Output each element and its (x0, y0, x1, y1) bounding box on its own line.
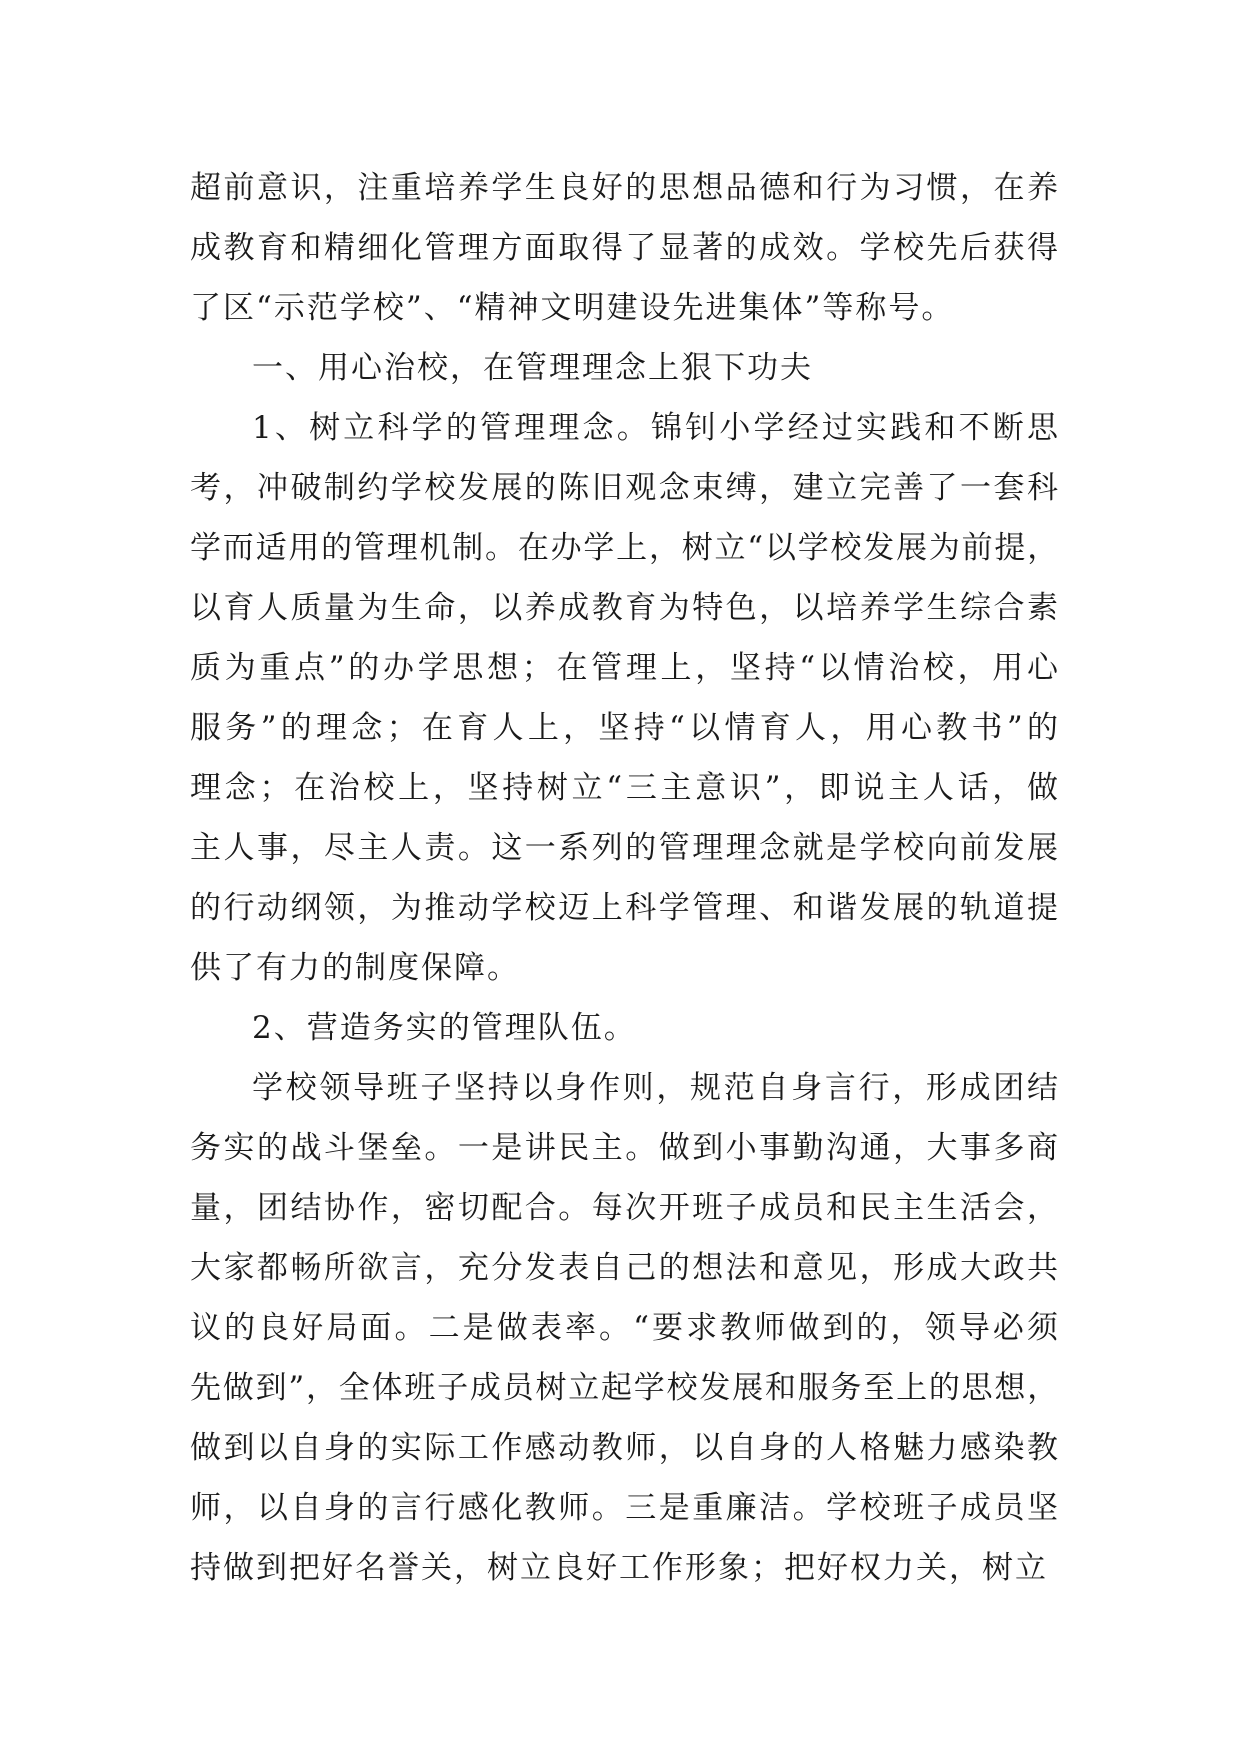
text-line: 主人事，尽主人责。这一系列的管理理念就是学校向前发展 (190, 830, 1061, 866)
body-text (190, 158, 1063, 1598)
text-line: 服务”的理念；在育人上，坚持“以情育人，用心教书”的 (190, 710, 1063, 746)
text-line: 议的良好局面。二是做表率。“要求教师做到的，领导必须 (190, 1310, 1062, 1346)
text-line: 持做到把好名誉关，树立良好工作形象；把好权力关，树立 (190, 1550, 1048, 1586)
text-line: 成教育和精细化管理方面取得了显著的成效。学校先后获得 (190, 230, 1061, 266)
text-line: 2、营造务实的管理队伍。 (252, 1010, 637, 1046)
text-line: 质为重点”的办学思想；在管理上，坚持“以情治校，用心 (190, 650, 1062, 686)
text-line: 考，冲破制约学校发展的陈旧观念束缚，建立完善了一套科 (190, 470, 1061, 506)
text-line: 超前意识，注重培养学生良好的思想品德和行为习惯，在养 (190, 170, 1061, 206)
text-line: 学校领导班子坚持以身作则，规范自身言行，形成团结 (252, 1070, 1061, 1106)
text-line: 的行动纲领，为推动学校迈上科学管理、和谐发展的轨道提 (190, 890, 1061, 926)
text-line: 大家都畅所欲言，充分发表自己的想法和意见，形成大政共 (190, 1250, 1061, 1286)
text-line: 以育人质量为生命，以养成教育为特色，以培养学生综合素 (190, 590, 1061, 626)
text-line: 量，团结协作，密切配合。每次开班子成员和民主生活会， (190, 1190, 1061, 1226)
text-line: 师，以自身的言行感化教师。三是重廉洁。学校班子成员坚 (190, 1490, 1061, 1526)
text-line: 学而适用的管理机制。在办学上，树立“以学校发展为前提， (190, 530, 1060, 566)
text-line: 供了有力的制度保障。 (190, 950, 520, 986)
text-line: 一、用心治校，在管理理念上狠下功夫 (252, 350, 813, 386)
text-line: 了区“示范学校”、“精神文明建设先进集体”等称号。 (190, 290, 955, 326)
text-line: 1、树立科学的管理理念。锦钊小学经过实践和不断思 (252, 410, 1062, 446)
text-line: 理念；在治校上，坚持树立“三主意识”，即说主人话，做 (190, 770, 1062, 806)
text-line: 做到以自身的实际工作感动教师，以自身的人格魅力感染教 (190, 1430, 1061, 1466)
text-line: 务实的战斗堡垒。一是讲民主。做到小事勤沟通，大事多商 (190, 1130, 1061, 1166)
text-line: 先做到”，全体班子成员树立起学校发展和服务至上的思想， (190, 1370, 1060, 1406)
